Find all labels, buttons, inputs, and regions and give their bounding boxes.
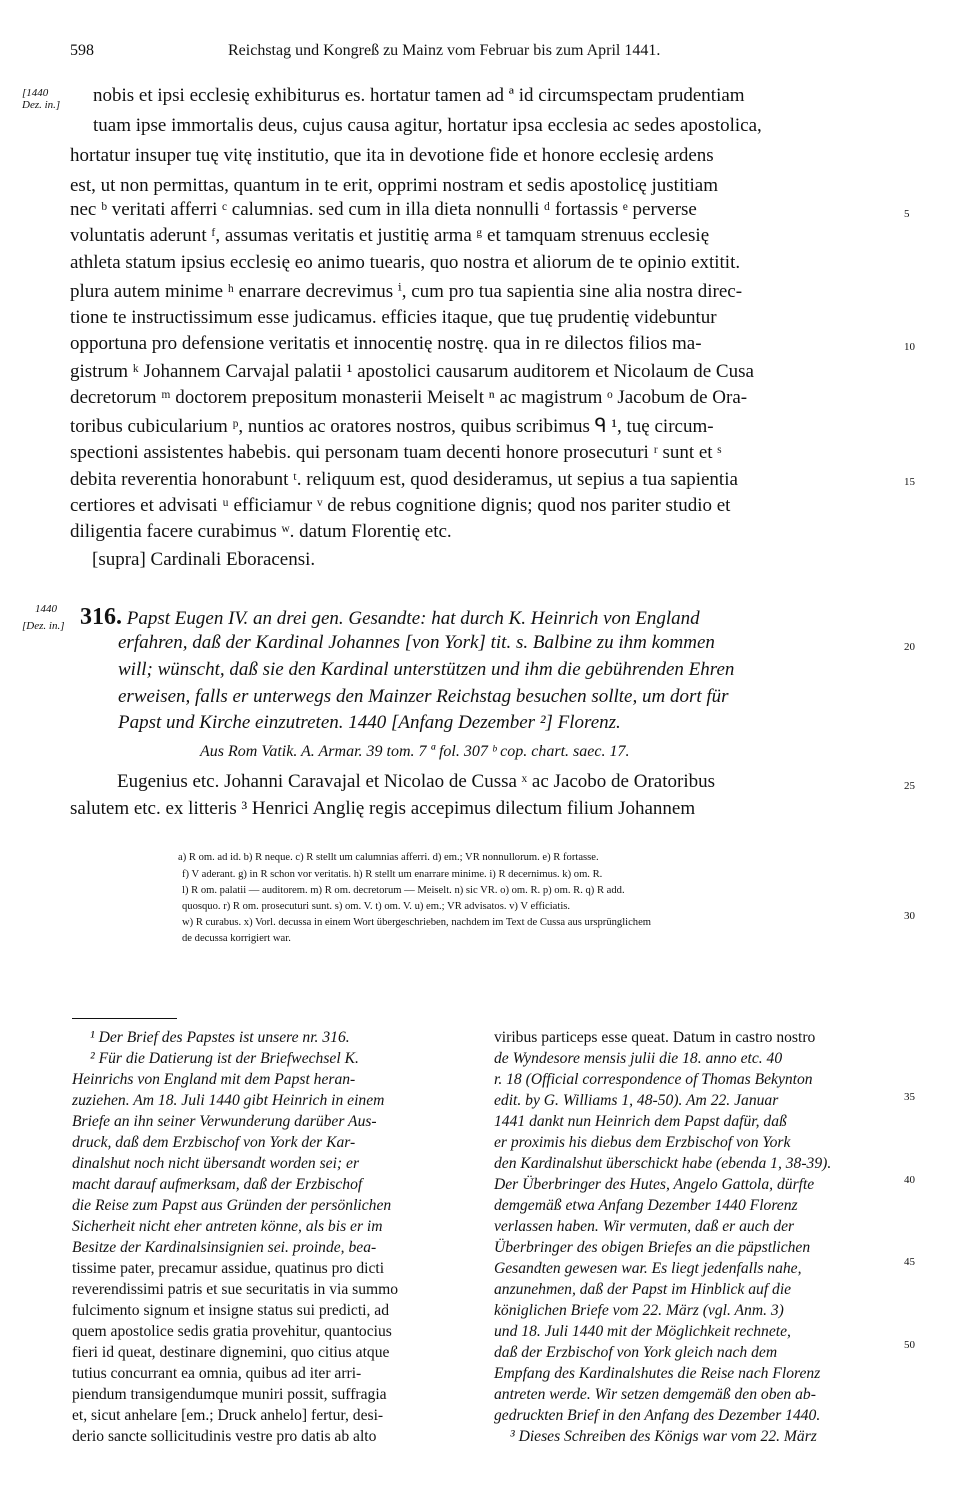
footnote-line: königlichen Briefe vom 22. März (vgl. Anm. 3) xyxy=(494,1302,784,1319)
variant-line: quosquo. r) R om. prosecuturi sunt. s) om. V. t) om. V. u) em.; VR advisatos. v) V efficiatis. xyxy=(182,901,571,912)
line-number: 15 xyxy=(904,476,915,488)
footnote-line: Der Überbringer des Hutes, Angelo Gattola, dürfte xyxy=(494,1176,815,1193)
footnote-line: et, sicut anhelare [em.; Druck anhelo] fertur, desi- xyxy=(72,1407,384,1424)
body-line: tione te instructissimum esse judicamus. efficies itaque, que tuę prudentię videbuntur xyxy=(70,307,717,328)
body-line: hortatur insuper tuę vitę institutio, que ita in devotione fide et honore ecclesię ardens xyxy=(70,145,714,166)
body-line: diligentia facere curabimus ʷ. datum Florentię etc. xyxy=(70,521,452,542)
document-number: 316. xyxy=(80,604,122,630)
footnote-line: Gesandten gewesen war. Es liegt jedenfalls nahe, xyxy=(494,1260,802,1277)
footnote-line: reverendissimi patris et sue securitatis in via summo xyxy=(72,1281,399,1298)
body-line: toribus cubicularium ᵖ, nuntios ac oratores nostros, quibus scribimus ᑫ ¹, tuę circum- xyxy=(70,416,714,437)
footnote-line: viribus particeps esse queat. Datum in castro nostro xyxy=(494,1029,816,1046)
body-line: athleta statum ipsius ecclesię eo animo tuearis, quo nostra et aliorum de te opinio extitit. xyxy=(70,252,741,273)
body-line: certiores et advisati ᵘ efficiamur ᵛ de rebus cognitione dignis; quod nos pariter studio et xyxy=(70,495,731,516)
footnote-line: macht darauf aufmerksam, daß der Erzbischof xyxy=(72,1176,363,1193)
source-citation: Aus Rom Vatik. A. Armar. 39 tom. 7 ª fol. 307 ᵇ cop. chart. saec. 17. xyxy=(200,743,630,760)
document-heading-line: erfahren, daß der Kardinal Johannes [von York] tit. s. Balbine zu ihm kommen xyxy=(118,632,715,653)
footnote-line: zuziehen. Am 18. Juli 1440 gibt Heinrich in einem xyxy=(72,1092,385,1109)
footnote-line: tissime pater, precamur assidue, quatinus pro dicti xyxy=(72,1260,385,1277)
margin-date-top: [1440 xyxy=(22,87,49,99)
body-line: decretorum ᵐ doctorem prepositum monasterii Meiselt ⁿ ac magistrum ᵒ Jacobum de Ora- xyxy=(70,387,748,408)
page-number: 598 xyxy=(70,42,94,59)
footnote-line: quem apostolice sedis gratia provehitur, quantocius xyxy=(72,1323,392,1340)
footnote-line: Sicherheit nicht eher antreten könne, als bis er im xyxy=(72,1218,383,1235)
footnote-line: fulcimento signum et insigne status sui predicti, ad xyxy=(72,1302,390,1319)
footnote-line: r. 18 (Official correspondence of Thomas Bekynton xyxy=(494,1071,813,1088)
footnote-line: den Kardinalshut überschickt habe (ebenda 1, 38-39). xyxy=(494,1155,832,1172)
body-line: est, ut non permittas, quantum in te erit, opprimi nostram et sedis apostolicę justitiam xyxy=(70,175,719,196)
line-number: 50 xyxy=(904,1339,915,1351)
document-body-line: salutem etc. ex litteris ³ Henrici Anglię regis accepimus dilectum filium Johannem xyxy=(70,798,696,819)
variant-line: de decussa korrigiert war. xyxy=(182,933,291,944)
footnote-line: gedruckten Brief in den Anfang des Dezember 1440. xyxy=(494,1407,821,1424)
footnote-line: und 18. Juli 1440 mit der Möglichkeit rechnete, xyxy=(494,1323,791,1340)
footnote-line: derio sancte sollicitudinis vestre pro datis ab alto xyxy=(72,1428,377,1445)
document-heading-line: Papst und Kirche einzutreten. 1440 [Anfang Dezember ²] Florenz. xyxy=(118,712,621,733)
line-number: 25 xyxy=(904,780,915,792)
body-line: debita reverentia honorabunt ᵗ. reliquum est, quod desideramus, ut sepius a tua sapientia xyxy=(70,469,738,490)
body-line: nec ᵇ veritati afferri ᶜ calumnias. sed cum in illa dieta nonnulli ᵈ fortassis ᵉ perverse xyxy=(70,199,697,220)
footnote-line: dinalshut noch nicht übersandt worden sei; er xyxy=(72,1155,360,1172)
footnote-line: demgemäß etwa Anfang Dezember 1440 Florenz xyxy=(494,1197,798,1214)
variant-line: a) R om. ad id. b) R neque. c) R stellt um calumnias afferri. d) em.; VR nonnullorum. e) R fortasse. xyxy=(178,852,599,863)
footnote-line: Besitze der Kardinalsinsignien sei. proinde, bea- xyxy=(72,1239,377,1256)
footnote-line: druck, daß dem Erzbischof von York der Kar- xyxy=(72,1134,356,1151)
footnote-rule xyxy=(72,1018,177,1019)
footnote-line: tutius concurrant ea omnia, quibus ad iter arri- xyxy=(72,1365,362,1382)
line-number: 40 xyxy=(904,1174,915,1186)
document-body-line: Eugenius etc. Johanni Caravajal et Nicolao de Cussa ˣ ac Jacobo de Oratoribus xyxy=(117,771,715,792)
footnote-line: anzunehmen, daß der Papst im Hinblick auf die xyxy=(494,1281,792,1298)
variant-line: w) R curabus. x) Vorl. decussa in einem Wort übergeschrieben, nachdem im Text de Cussa aus ursprünglichem xyxy=(182,917,652,928)
footnote-line: Briefe an ihn seiner Verwunderung darüber Aus- xyxy=(72,1113,377,1130)
body-line: plura autem minime ʰ enarrare decrevimus ⁱ, cum pro tua sapientia sine alia nostra direc- xyxy=(70,281,743,302)
margin-date-top-2: Dez. in.] xyxy=(22,99,61,111)
document-heading-line: will; wünscht, daß sie den Kardinal unterstützen und ihm die gebührenden Ehren xyxy=(118,659,735,680)
body-line: [supra] Cardinali Eboracensi. xyxy=(92,549,316,570)
footnote-line: daß der Erzbischof von York gleich nach dem xyxy=(494,1344,778,1361)
line-number: 35 xyxy=(904,1091,915,1103)
margin-date-doc: 1440 xyxy=(35,603,57,615)
line-number: 5 xyxy=(904,208,910,220)
body-line: gistrum ᵏ Johannem Carvajal palatii ¹ apostolici causarum auditorem et Nicolaum de Cusa xyxy=(70,361,754,382)
footnote-line: verlassen haben. Wir vermuten, daß er auch der xyxy=(494,1218,795,1235)
body-line: nobis et ipsi ecclesię exhibiturus es. hortatur tamen ad ª id circumspectam prudentiam xyxy=(93,85,745,106)
body-line: opportuna pro defensione veritatis et innocentię nostrę. qua in re dilectos filios ma- xyxy=(70,333,702,354)
footnote-line: de Wyndesore mensis julii die 18. anno etc. 40 xyxy=(494,1050,783,1067)
footnote-line: er proximis his diebus dem Erzbischof von York xyxy=(494,1134,791,1151)
footnote-line: antreten werde. Wir setzen demgemäß den oben ab- xyxy=(494,1386,816,1403)
footnote-line: Empfang des Kardinalshutes die Reise nach Florenz xyxy=(494,1365,821,1382)
footnote-line: fieri id queat, destinare dignemini, quo citius atque xyxy=(72,1344,390,1361)
footnote-line: Heinrichs von England mit dem Papst heran- xyxy=(72,1071,356,1088)
line-number: 30 xyxy=(904,910,915,922)
footnote-line: ³ Dieses Schreiben des Königs war vom 22. März xyxy=(510,1428,817,1445)
document-heading-line: erweisen, falls er unterwegs den Mainzer Reichstag besuchen sollte, um dort für xyxy=(118,686,729,707)
margin-date-doc-2: [Dez. in.] xyxy=(22,620,65,632)
footnote-line: ² Für die Datierung ist der Briefwechsel K. xyxy=(90,1050,359,1067)
footnote-line: 1441 dankt nun Heinrich dem Papst dafür, daß xyxy=(494,1113,787,1130)
footnote-line: ¹ Der Brief des Papstes ist unsere nr. 316. xyxy=(90,1029,350,1046)
line-number: 10 xyxy=(904,341,915,353)
footnote-line: Überbringer des obigen Briefes an die päpstlichen xyxy=(494,1239,811,1256)
running-title: Reichstag und Kongreß zu Mainz vom Februar bis zum April 1441. xyxy=(228,42,661,59)
variant-line: f) V aderant. g) in R schon vor veritatis. h) R stellt um enarrare minime. i) R decernimus. k) om. R. xyxy=(182,869,603,880)
body-line: spectioni assistentes habebis. qui personam tuam decenti honore prosecuturi ʳ sunt et ˢ xyxy=(70,442,722,463)
variant-line: l) R om. palatii — auditorem. m) R om. decretorum — Meiselt. n) sic VR. o) om. R. p) om. R. q) R add. xyxy=(182,885,625,896)
body-line: tuam ipse immortalis deus, cujus causa agitur, hortatur ipsa ecclesia ac sedes apostolica, xyxy=(93,115,762,136)
document-heading-line: 316. Papst Eugen IV. an drei gen. Gesandte: hat durch K. Heinrich von England xyxy=(80,604,700,630)
line-number: 20 xyxy=(904,641,915,653)
body-line: voluntatis aderunt ᶠ, assumas veritatis et justitię arma ᵍ et tamquam strenuus ecclesię xyxy=(70,225,710,246)
footnote-line: edit. by G. Williams 1, 48-50). Am 22. Januar xyxy=(494,1092,779,1109)
footnote-line: die Reise zum Papst aus Gründen der persönlichen xyxy=(72,1197,392,1214)
line-number: 45 xyxy=(904,1256,915,1268)
footnote-line: piendum transigendumque muniri possit, suffragia xyxy=(72,1386,387,1403)
